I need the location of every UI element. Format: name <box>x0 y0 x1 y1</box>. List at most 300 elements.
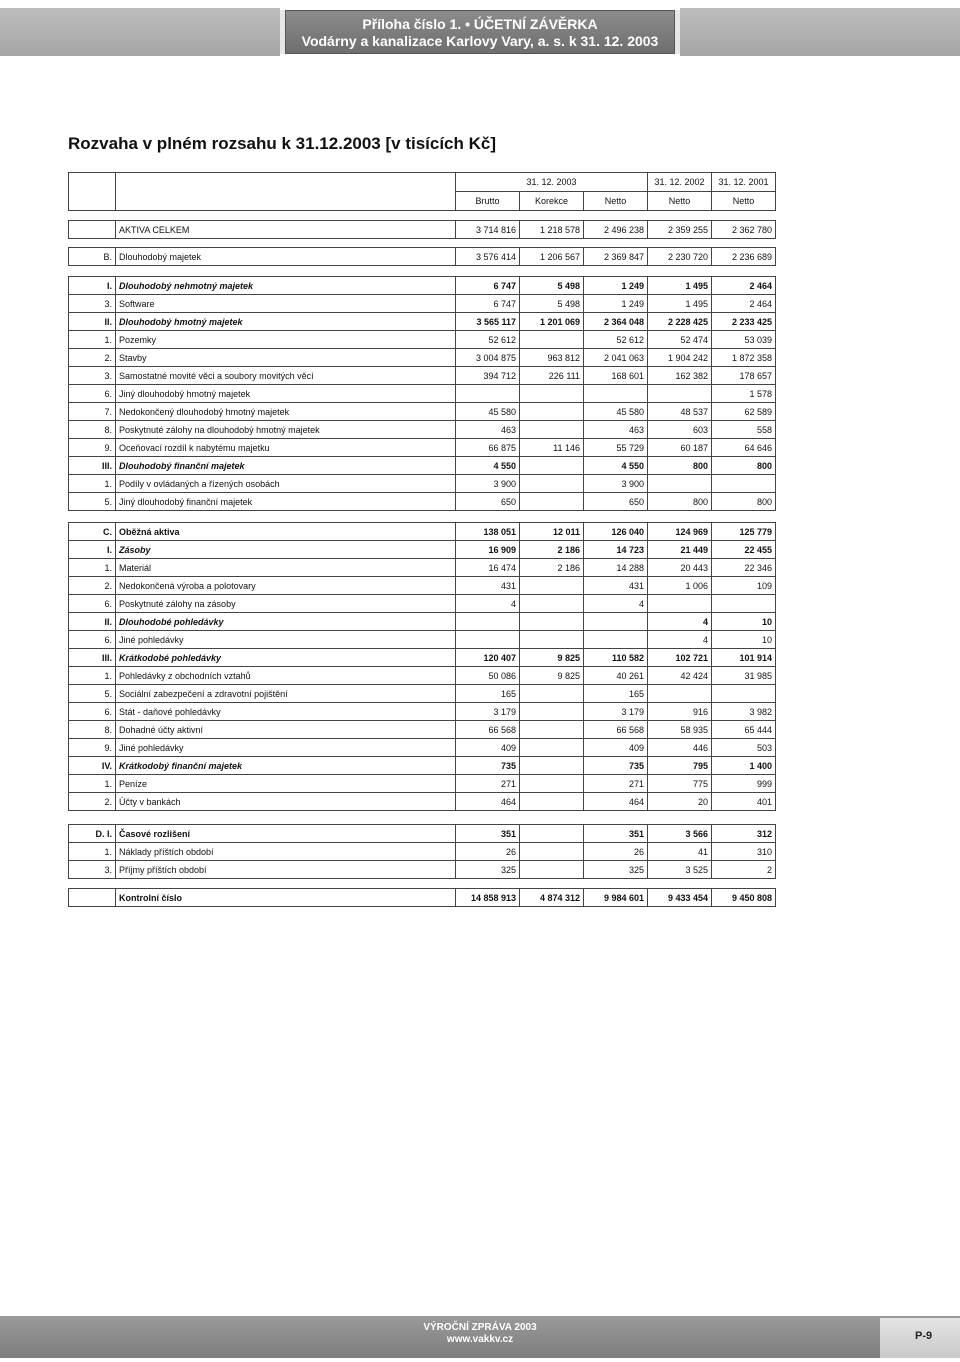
row-value: 735 <box>456 757 520 775</box>
table-casove-rozliseni <box>68 824 776 879</box>
row-value: 52 474 <box>648 331 712 349</box>
table-row <box>69 523 776 541</box>
row-label: Pozemky <box>116 331 456 349</box>
row-code: 1. <box>69 559 116 577</box>
row-code: 3. <box>69 295 116 313</box>
row-value: 65 444 <box>712 721 776 739</box>
row-value <box>520 721 584 739</box>
row-value <box>520 825 584 843</box>
row-value <box>520 331 584 349</box>
row-value <box>520 475 584 493</box>
row-value: 126 040 <box>584 523 648 541</box>
row-label: Časové rozlišení <box>116 825 456 843</box>
row-value: 21 449 <box>648 541 712 559</box>
row-code <box>69 889 116 907</box>
row-value: 1 218 578 <box>520 221 584 239</box>
row-value: 10 <box>712 613 776 631</box>
row-value: 20 <box>648 793 712 811</box>
row-value <box>520 685 584 703</box>
row-value: 66 568 <box>584 721 648 739</box>
row-value: 325 <box>456 861 520 879</box>
row-value: 394 712 <box>456 367 520 385</box>
row-value: 4 550 <box>584 457 648 475</box>
row-label: Krátkodobý finanční majetek <box>116 757 456 775</box>
row-label: Stavby <box>116 349 456 367</box>
row-value: 800 <box>648 493 712 511</box>
row-value <box>520 703 584 721</box>
row-code: 6. <box>69 703 116 721</box>
row-value: 4 <box>648 613 712 631</box>
row-value: 2 <box>712 861 776 879</box>
row-value: 1 872 358 <box>712 349 776 367</box>
row-value: 120 407 <box>456 649 520 667</box>
row-value: 64 646 <box>712 439 776 457</box>
row-value: 431 <box>456 577 520 595</box>
table-row <box>69 331 776 349</box>
row-label: Sociální zabezpečení a zdravotní pojištění <box>116 685 456 703</box>
table-obezna-aktiva <box>68 522 776 811</box>
table-row <box>69 793 776 811</box>
row-value: 2 236 689 <box>712 248 776 266</box>
row-code: B. <box>69 248 116 266</box>
col-header: Netto <box>584 192 648 211</box>
row-value <box>520 793 584 811</box>
footer-box <box>400 1318 560 1362</box>
row-value: 463 <box>456 421 520 439</box>
row-code: 2. <box>69 349 116 367</box>
row-value: 650 <box>456 493 520 511</box>
row-value: 101 914 <box>712 649 776 667</box>
row-value <box>520 457 584 475</box>
row-label: Pohledávky z obchodních vztahů <box>116 667 456 685</box>
row-label: Oběžná aktiva <box>116 523 456 541</box>
row-label: Dlouhodobý finanční majetek <box>116 457 456 475</box>
row-value: 503 <box>712 739 776 757</box>
row-value: 42 424 <box>648 667 712 685</box>
table-row <box>69 295 776 313</box>
table-row <box>69 457 776 475</box>
row-label: Nedokončená výroba a polotovary <box>116 577 456 595</box>
table-row <box>69 493 776 511</box>
row-value: 3 566 <box>648 825 712 843</box>
date-2003: 31. 12. 2003 <box>456 173 648 192</box>
row-label: Jiný dlouhodobý finanční majetek <box>116 493 456 511</box>
row-value: 124 969 <box>648 523 712 541</box>
row-value <box>520 613 584 631</box>
row-label: Jiný dlouhodobý hmotný majetek <box>116 385 456 403</box>
row-value <box>648 475 712 493</box>
column-header-table <box>68 172 776 211</box>
row-label: Samostatné movité věci a soubory movitých věcí <box>116 367 456 385</box>
col-header: Brutto <box>456 192 520 211</box>
row-code: 2. <box>69 577 116 595</box>
row-value: 1 206 567 <box>520 248 584 266</box>
row-value: 58 935 <box>648 721 712 739</box>
row-code: II. <box>69 313 116 331</box>
footer-line1: VÝROČNÍ ZPRÁVA 2003 <box>423 1322 537 1333</box>
row-code: 1. <box>69 475 116 493</box>
row-value: 22 346 <box>712 559 776 577</box>
row-value: 795 <box>648 757 712 775</box>
row-code: 1. <box>69 843 116 861</box>
row-value: 45 580 <box>456 403 520 421</box>
row-code: 6. <box>69 631 116 649</box>
row-value: 351 <box>584 825 648 843</box>
row-label: Zásoby <box>116 541 456 559</box>
row-value: 16 909 <box>456 541 520 559</box>
row-value: 53 039 <box>712 331 776 349</box>
row-value: 102 721 <box>648 649 712 667</box>
table-row <box>69 757 776 775</box>
table-row <box>69 421 776 439</box>
row-value: 775 <box>648 775 712 793</box>
row-code: I. <box>69 277 116 295</box>
table-row <box>69 221 776 239</box>
row-value: 351 <box>456 825 520 843</box>
row-value: 3 982 <box>712 703 776 721</box>
row-value: 41 <box>648 843 712 861</box>
row-label: Dlouhodobý nehmotný majetek <box>116 277 456 295</box>
row-value: 48 537 <box>648 403 712 421</box>
row-value: 2 233 425 <box>712 313 776 331</box>
row-label: Účty v bankách <box>116 793 456 811</box>
table-row <box>69 439 776 457</box>
table-kontrolni-cislo <box>68 888 776 907</box>
row-value: 1 400 <box>712 757 776 775</box>
row-value: 963 812 <box>520 349 584 367</box>
row-value <box>520 775 584 793</box>
row-value: 9 984 601 <box>584 889 648 907</box>
row-value: 650 <box>584 493 648 511</box>
row-label: Náklady příštích období <box>116 843 456 861</box>
row-value: 1 578 <box>712 385 776 403</box>
row-value: 162 382 <box>648 367 712 385</box>
row-value: 9 825 <box>520 667 584 685</box>
row-code: 1. <box>69 775 116 793</box>
row-value: 3 179 <box>584 703 648 721</box>
row-value <box>712 685 776 703</box>
row-label: Peníze <box>116 775 456 793</box>
table-row <box>69 367 776 385</box>
table-aktiva-celkem <box>68 220 776 239</box>
row-label: Oceňovací rozdíl k nabytému majetku <box>116 439 456 457</box>
row-value <box>456 613 520 631</box>
row-value: 168 601 <box>584 367 648 385</box>
row-value: 2 464 <box>712 295 776 313</box>
table-row <box>69 631 776 649</box>
row-value: 916 <box>648 703 712 721</box>
row-code: 9. <box>69 439 116 457</box>
row-label: Dohadné účty aktivní <box>116 721 456 739</box>
row-label: Nedokončený dlouhodobý hmotný majetek <box>116 403 456 421</box>
row-value: 66 568 <box>456 721 520 739</box>
row-value: 1 249 <box>584 295 648 313</box>
row-value <box>520 493 584 511</box>
row-value <box>520 385 584 403</box>
row-value: 409 <box>456 739 520 757</box>
row-code: D. I. <box>69 825 116 843</box>
row-value: 165 <box>456 685 520 703</box>
table-row <box>69 277 776 295</box>
row-value: 1 495 <box>648 277 712 295</box>
row-value: 40 261 <box>584 667 648 685</box>
row-value: 9 433 454 <box>648 889 712 907</box>
table-row <box>69 403 776 421</box>
row-code: 7. <box>69 403 116 421</box>
row-value: 4 550 <box>456 457 520 475</box>
row-value <box>520 861 584 879</box>
row-value <box>520 577 584 595</box>
row-value: 26 <box>584 843 648 861</box>
col-header: Netto <box>712 192 776 211</box>
row-code: I. <box>69 541 116 559</box>
row-value <box>456 385 520 403</box>
row-value: 165 <box>584 685 648 703</box>
row-value: 66 875 <box>456 439 520 457</box>
page-title: Rozvaha v plném rozsahu k 31.12.2003 [v tisících Kč] <box>68 134 497 153</box>
row-label: Kontrolní číslo <box>116 889 456 907</box>
row-value: 1 006 <box>648 577 712 595</box>
row-value: 2 186 <box>520 559 584 577</box>
row-value <box>648 385 712 403</box>
row-value <box>520 739 584 757</box>
row-value: 446 <box>648 739 712 757</box>
row-code: 9. <box>69 739 116 757</box>
row-code: 2. <box>69 793 116 811</box>
row-value: 5 498 <box>520 295 584 313</box>
row-value: 409 <box>584 739 648 757</box>
row-value: 14 858 913 <box>456 889 520 907</box>
row-code: III. <box>69 457 116 475</box>
row-value: 138 051 <box>456 523 520 541</box>
row-value <box>648 685 712 703</box>
row-value: 52 612 <box>456 331 520 349</box>
table-dlouhodoby-detail <box>68 276 776 511</box>
row-value: 178 657 <box>712 367 776 385</box>
row-value: 2 359 255 <box>648 221 712 239</box>
row-value: 5 498 <box>520 277 584 295</box>
row-value <box>456 631 520 649</box>
row-value: 2 496 238 <box>584 221 648 239</box>
row-value <box>584 385 648 403</box>
row-value: 3 179 <box>456 703 520 721</box>
header-cell <box>69 173 116 211</box>
date-2002: 31. 12. 2002 <box>648 173 712 192</box>
table-row <box>69 313 776 331</box>
row-value: 3 525 <box>648 861 712 879</box>
row-value: 1 249 <box>584 277 648 295</box>
row-value: 9 825 <box>520 649 584 667</box>
row-value <box>520 421 584 439</box>
table-row <box>69 248 776 266</box>
row-value: 401 <box>712 793 776 811</box>
row-value: 2 369 847 <box>584 248 648 266</box>
row-label: Stát - daňové pohledávky <box>116 703 456 721</box>
row-value: 22 455 <box>712 541 776 559</box>
row-value: 16 474 <box>456 559 520 577</box>
row-value: 110 582 <box>584 649 648 667</box>
row-value: 31 985 <box>712 667 776 685</box>
row-value: 4 <box>648 631 712 649</box>
table-row <box>69 825 776 843</box>
row-value: 60 187 <box>648 439 712 457</box>
header-line1: Příloha číslo 1. • ÚČETNÍ ZÁVĚRKA <box>362 16 598 32</box>
row-code: 5. <box>69 685 116 703</box>
col-header: Korekce <box>520 192 584 211</box>
row-label: Dlouhodobé pohledávky <box>116 613 456 631</box>
row-value: 6 747 <box>456 295 520 313</box>
row-label: Dlouhodobý hmotný majetek <box>116 313 456 331</box>
row-value: 226 111 <box>520 367 584 385</box>
row-code: 1. <box>69 331 116 349</box>
row-code: 6. <box>69 385 116 403</box>
header-line2: Vodárny a kanalizace Karlovy Vary, a. s. k 31. 12. 2003 <box>301 33 659 49</box>
row-value: 3 004 875 <box>456 349 520 367</box>
row-label: Materiál <box>116 559 456 577</box>
table-row <box>69 721 776 739</box>
row-label: Dlouhodobý majetek <box>116 248 456 266</box>
row-value: 464 <box>584 793 648 811</box>
row-label: AKTIVA CELKEM <box>116 221 456 239</box>
row-code: II. <box>69 613 116 631</box>
header-frame <box>675 10 680 54</box>
row-value: 2 364 048 <box>584 313 648 331</box>
row-code: 3. <box>69 861 116 879</box>
row-value: 3 900 <box>456 475 520 493</box>
table-row <box>69 843 776 861</box>
row-label: Krátkodobé pohledávky <box>116 649 456 667</box>
row-value: 12 011 <box>520 523 584 541</box>
page-number: P-9 <box>915 1330 933 1342</box>
row-value: 6 747 <box>456 277 520 295</box>
row-value: 800 <box>712 457 776 475</box>
table-row <box>69 703 776 721</box>
table-row <box>69 349 776 367</box>
row-value: 2 186 <box>520 541 584 559</box>
row-value: 431 <box>584 577 648 595</box>
row-value: 9 450 808 <box>712 889 776 907</box>
table-dlouhodoby-majetek <box>68 247 776 266</box>
row-value: 2 362 780 <box>712 221 776 239</box>
header-box <box>285 10 675 54</box>
table-row <box>69 559 776 577</box>
row-code: 5. <box>69 493 116 511</box>
table-row <box>69 541 776 559</box>
footer-line2: www.vakkv.cz <box>446 1334 514 1345</box>
row-value: 14 288 <box>584 559 648 577</box>
row-value: 10 <box>712 631 776 649</box>
row-value <box>584 613 648 631</box>
table-row <box>69 861 776 879</box>
table-row <box>69 739 776 757</box>
row-code: 6. <box>69 595 116 613</box>
table-row <box>69 475 776 493</box>
row-value: 2 041 063 <box>584 349 648 367</box>
row-label: Poskytnuté zálohy na zásoby <box>116 595 456 613</box>
row-label: Jiné pohledávky <box>116 631 456 649</box>
row-label: Podíly v ovládaných a řízených osobách <box>116 475 456 493</box>
row-value: 3 565 117 <box>456 313 520 331</box>
row-value: 3 576 414 <box>456 248 520 266</box>
row-value: 558 <box>712 421 776 439</box>
row-value: 2 228 425 <box>648 313 712 331</box>
row-value <box>712 595 776 613</box>
table-row <box>69 685 776 703</box>
row-value: 55 729 <box>584 439 648 457</box>
header-cell <box>116 173 456 211</box>
row-value: 464 <box>456 793 520 811</box>
row-value <box>520 595 584 613</box>
row-value: 800 <box>648 457 712 475</box>
row-value: 1 495 <box>648 295 712 313</box>
row-value <box>648 595 712 613</box>
row-value: 1 904 242 <box>648 349 712 367</box>
row-value: 312 <box>712 825 776 843</box>
row-code: III. <box>69 649 116 667</box>
table-row <box>69 667 776 685</box>
row-value: 4 874 312 <box>520 889 584 907</box>
row-label: Příjmy příštích období <box>116 861 456 879</box>
row-value: 125 779 <box>712 523 776 541</box>
row-value <box>520 757 584 775</box>
row-code: IV. <box>69 757 116 775</box>
row-value <box>712 475 776 493</box>
table-row <box>69 889 776 907</box>
row-value <box>520 403 584 421</box>
row-value: 2 230 720 <box>648 248 712 266</box>
row-code <box>69 221 116 239</box>
row-label: Poskytnuté zálohy na dlouhodobý hmotný majetek <box>116 421 456 439</box>
row-value: 271 <box>456 775 520 793</box>
table-row <box>69 649 776 667</box>
row-value: 11 146 <box>520 439 584 457</box>
row-code: C. <box>69 523 116 541</box>
row-value: 50 086 <box>456 667 520 685</box>
row-value: 2 464 <box>712 277 776 295</box>
row-value <box>520 631 584 649</box>
row-value: 45 580 <box>584 403 648 421</box>
row-value: 26 <box>456 843 520 861</box>
row-code: 1. <box>69 667 116 685</box>
table-row <box>69 595 776 613</box>
header-band-left <box>0 8 280 56</box>
row-value: 3 900 <box>584 475 648 493</box>
date-2001: 31. 12. 2001 <box>712 173 776 192</box>
row-value: 3 714 816 <box>456 221 520 239</box>
row-value: 800 <box>712 493 776 511</box>
table-row <box>69 385 776 403</box>
row-value <box>520 843 584 861</box>
row-value: 4 <box>456 595 520 613</box>
row-value: 735 <box>584 757 648 775</box>
row-code: 8. <box>69 421 116 439</box>
row-value: 603 <box>648 421 712 439</box>
row-code: 8. <box>69 721 116 739</box>
row-value: 52 612 <box>584 331 648 349</box>
row-value: 999 <box>712 775 776 793</box>
row-value <box>584 631 648 649</box>
row-value: 109 <box>712 577 776 595</box>
row-value: 1 201 069 <box>520 313 584 331</box>
row-label: Jiné pohledávky <box>116 739 456 757</box>
row-value: 325 <box>584 861 648 879</box>
row-value: 20 443 <box>648 559 712 577</box>
table-row <box>69 775 776 793</box>
header-band-right <box>680 8 960 56</box>
row-value: 14 723 <box>584 541 648 559</box>
row-value: 310 <box>712 843 776 861</box>
row-value: 62 589 <box>712 403 776 421</box>
